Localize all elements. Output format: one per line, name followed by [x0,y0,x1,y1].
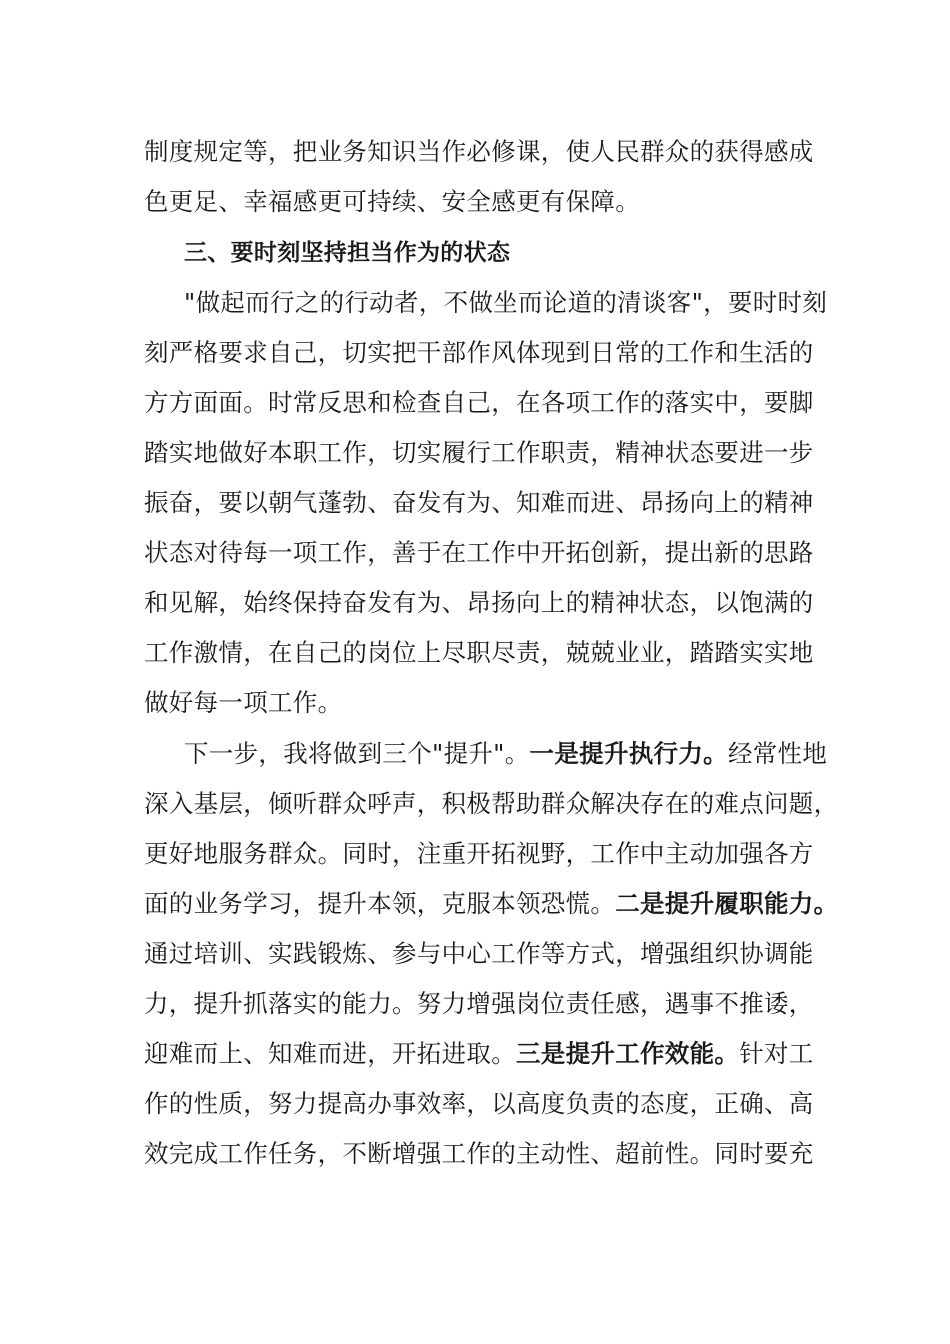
body-text-line: 制度规定等，把业务知识当作必修课，使人民群众的获得感成 [144,137,814,166]
text-run: 迎难而上、知难而进，开拓进取。 [144,1039,516,1068]
body-text-line: 通过培训、实践锻炼、参与中心工作等方式，增强组织协调能 [144,939,814,968]
body-text-line [144,888,838,920]
text-run: 针对工 [739,1039,814,1068]
body-text-line [184,738,827,770]
text-run: 面的业务学习，提升本领，克服本领恐慌。 [144,889,616,918]
body-text-line: 效完成工作任务，不断增强工作的主动性、超前性。同时要充 [144,1139,814,1168]
body-text-line: 色更足、幸福感更可持续、安全感更有保障。 [144,187,640,216]
body-text-line: 力，提升抓落实的能力。努力增强岗位责任感，遇事不推诿， [144,989,814,1018]
body-text-line: 工作激情，在自己的岗位上尽职尽责，兢兢业业，踏踏实实地 [144,638,814,667]
body-text-line: 状态对待每一项工作，善于在工作中开拓创新，提出新的思路 [144,538,814,567]
body-text-line: 刻严格要求自己，切实把干部作风体现到日常的工作和生活的 [144,338,814,367]
bold-text-run: 一是提升执行力。 [529,739,728,768]
text-run: 经常性地 [727,739,828,768]
body-text-line: 作的性质，努力提高办事效率，以高度负责的态度，正确、高 [144,1089,814,1118]
body-text-line: 踏实地做好本职工作，切实履行工作职责，精神状态要进一步 [144,438,814,467]
body-text-line: "做起而行之的行动者，不做坐而论道的清谈客"，要时时刻 [184,288,828,317]
bold-text-run: 三是提升工作效能。 [516,1039,740,1068]
text-run: 下一步，我将做到三个"提升"。 [184,739,530,768]
body-text-line: 方方面面。时常反思和检查自己，在各项工作的落实中，要脚 [144,388,814,417]
bold-text-run: 二是提升履职能力。 [615,889,839,918]
body-text-line [144,1038,814,1070]
body-text-line: 更好地服务群众。同时，注重开拓视野，工作中主动加强各方 [144,839,814,868]
body-text-line: 和见解，始终保持奋发有为、昂扬向上的精神状态，以饱满的 [144,588,814,617]
body-text-line: 振奋，要以朝气蓬勃、奋发有为、知难而进、昂扬向上的精神 [144,488,814,517]
section-heading: 三、要时刻坚持担当作为的状态 [184,240,511,266]
body-text-line: 深入基层，倾听群众呼声，积极帮助群众解决存在的难点问题， [144,789,839,818]
body-text-line: 做好每一项工作。 [144,688,343,717]
